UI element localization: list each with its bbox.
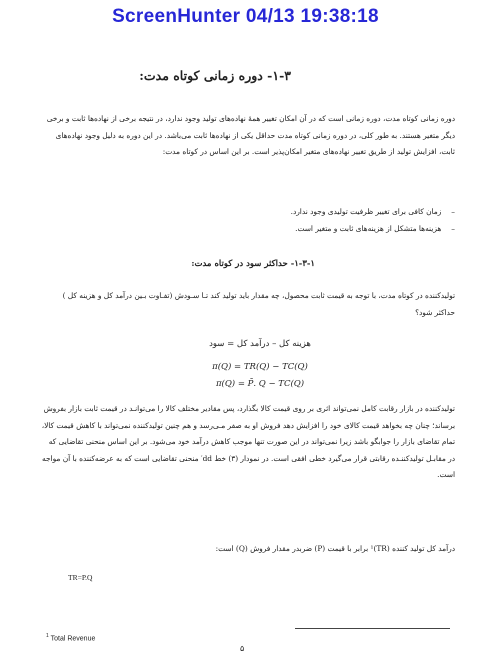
bullet-list bbox=[155, 204, 455, 237]
profit-formula-2: π(Q) = P̄. Q − TC(Q) bbox=[215, 379, 305, 389]
footnote-divider bbox=[295, 628, 450, 629]
tr-formula: TR=P.Q bbox=[68, 573, 93, 582]
section-title: ۱-۳- دوره زمانی کوتاه مدت: bbox=[139, 68, 291, 83]
subsection-title: ۱-۳-۱- حداکثر سود در کوتاه مدت: bbox=[191, 259, 315, 269]
footnote-number: 1 bbox=[46, 633, 49, 639]
bullet-item: – زمان کافی برای تغییر ظرفیت تولیدی وجود ندارد. bbox=[155, 204, 455, 221]
screenhunter-banner: ScreenHunter 04/13 19:38:18 bbox=[112, 6, 379, 27]
profit-formula-1: π(Q) = TR(Q) − TC(Q) bbox=[212, 362, 308, 372]
formula-block bbox=[160, 336, 360, 393]
profit-definition: هزینه کل – درآمد کل = سود bbox=[209, 339, 311, 349]
paragraph-total-revenue: درآمد کل تولید کننده (TR)¹ برابر با قیمت (P) ضربدر مقدار فروش (Q) است: bbox=[215, 544, 455, 553]
paragraph-question: تولیدکننده در کوتاه مدت، با توجه به قیمت ثابت محصول، چه مقدار باید تولید کند تـا سـودش (تفـاوت بـین درآمد کل و هزینه کل ) حداکثر شود؟ bbox=[62, 291, 455, 317]
footnote-text: Total Revenue bbox=[50, 635, 96, 643]
footnote bbox=[46, 633, 95, 642]
bullet-item: – هزینه‌ها متشکل از هزینه‌های ثابت و متغیر است. bbox=[155, 221, 455, 238]
page-number: ۵ bbox=[240, 644, 245, 653]
paragraph-perfect-competition: تولیدکننده در بازار رقابت کامل نمی‌تواند اثری بر روی قیمت کالا بگذارد، پس مقادیر مختلف کالا را می‌توانـد در قیمت ثابت بازار بفروش برساند؛ چنان چه بخواهد قیمت کالای خود را افزایش دهد فروش او به صفر مـی‌رسد و هم چنین تولیدکننده نمی‌تواند با کاهش قیمت کالا، تمام تقاضای بازار را جوابگو باشد زیرا نمی‌تواند در این صورت تنها موجب کاهش درآمد خود می‌شود. بر این اساس منحنی تقاضایی که در مقابـل تولیدکننـده رقابتی قرار می‌گیرد خطی افقی است. در نمودار (۳) خط dd′ منحنی تقاضایی است که به عرضه‌کننده با آن مواجه است. bbox=[41, 404, 455, 479]
paragraph-intro: دوره زمانی کوتاه مدت، دوره زمانی است که در آن امکان تغییر همهٔ نهاده‌های تولید وجود ندارد، در نتیجه برخی از نهاده‌ها ثابت و برخی دیگر متغیر هستند. به طور کلی، در دوره زمانی کوتاه مدت حداقل یکی از نهاده‌ها ثابت می‌باشد. در این دوره به دلیل وجود نهاده‌های ثابت، افزایش تولید از طریق تغییر نهاده‌های متغیر امکان‌پذیر است. بر این اساس در کوتاه مدت: bbox=[46, 114, 455, 156]
